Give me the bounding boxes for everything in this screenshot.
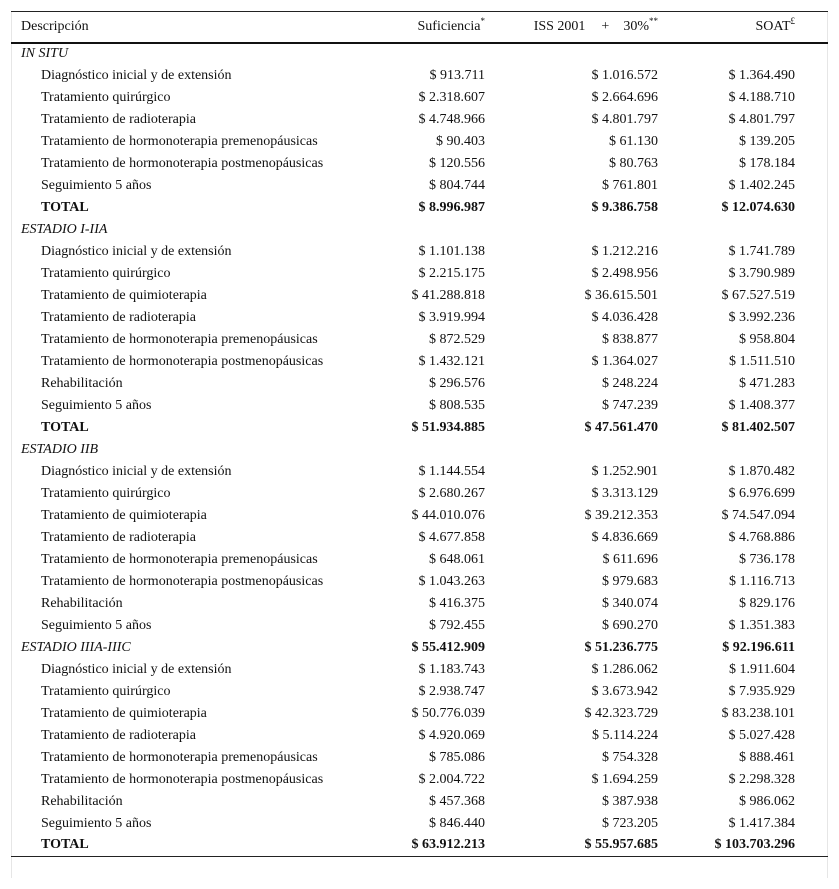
cell-suficiencia: $ 2.680.267 [418, 485, 485, 501]
cell-soat: $ 4.188.710 [728, 89, 795, 105]
table-row [11, 87, 828, 109]
cell-iss: $ 61.130 [609, 133, 658, 149]
table-row [11, 65, 828, 87]
table-row [11, 285, 828, 307]
cell-spacer [795, 87, 828, 109]
cell-soat [658, 43, 795, 65]
cell-suficiencia: $ 90.403 [436, 133, 485, 149]
cell-iss: $ 2.664.696 [591, 89, 658, 105]
cell-soat: $ 81.402.507 [721, 419, 795, 435]
row-label: Seguimiento 5 años [41, 177, 152, 193]
cell-spacer [795, 285, 828, 307]
cell-spacer [795, 307, 828, 329]
row-label: Tratamiento de radioterapia [41, 727, 196, 743]
cell-spacer [795, 373, 828, 395]
row-label: Tratamiento de hormonoterapia postmenopáusicas [41, 771, 324, 787]
cell-suficiencia: $ 120.556 [429, 155, 485, 171]
cell-suficiencia: $ 913.711 [429, 67, 485, 83]
cell-spacer [795, 43, 828, 65]
cell-soat: $ 1.911.604 [729, 661, 795, 677]
row-label: Diagnóstico inicial y de extensión [41, 67, 232, 83]
cell-suficiencia: $ 4.920.069 [418, 727, 485, 743]
cell-soat [658, 439, 795, 461]
total-row [11, 417, 828, 439]
cell-iss: $ 747.239 [602, 397, 658, 413]
cell-suficiencia: $ 1.043.263 [418, 573, 485, 589]
cell-soat: $ 139.205 [739, 133, 795, 149]
cell-soat: $ 1.364.490 [728, 67, 795, 83]
cell-soat: $ 7.935.929 [728, 683, 795, 699]
cell-soat: $ 1.402.245 [728, 177, 795, 193]
cell-soat: $ 12.074.630 [721, 199, 795, 215]
cell-iss: $ 9.386.758 [591, 199, 658, 215]
cell-iss: $ 248.224 [602, 375, 658, 391]
table-row [11, 571, 828, 593]
cell-iss: $ 979.683 [602, 573, 658, 589]
cell-iss: $ 4.801.797 [591, 111, 658, 127]
cell-spacer [795, 109, 828, 131]
cell-suficiencia: $ 2.938.747 [418, 683, 485, 699]
cell-suficiencia: $ 8.996.987 [418, 199, 485, 215]
footnote-marker: * [480, 15, 485, 26]
row-label: Seguimiento 5 años [41, 397, 152, 413]
row-label: Seguimiento 5 años [41, 617, 152, 633]
row-label: Rehabilitación [41, 793, 123, 809]
table-row [11, 461, 828, 483]
cell-spacer [795, 197, 828, 219]
cell-suficiencia: $ 2.318.607 [418, 89, 485, 105]
cell-iss: $ 3.673.942 [591, 683, 658, 699]
table-row [11, 615, 828, 637]
cell-suficiencia: $ 846.440 [429, 815, 485, 831]
row-label: Tratamiento de hormonoterapia postmenopáusicas [41, 155, 324, 171]
table-row [11, 813, 828, 835]
cost-table-container [11, 11, 828, 857]
table-row [11, 153, 828, 175]
cell-suficiencia: $ 4.677.858 [418, 529, 485, 545]
row-label: Diagnóstico inicial y de extensión [41, 661, 232, 677]
cell-iss: $ 1.286.062 [591, 661, 658, 677]
row-label: Tratamiento de hormonoterapia postmenopáusicas [41, 573, 324, 589]
row-label: Diagnóstico inicial y de extensión [41, 463, 232, 479]
row-label: Tratamiento de radioterapia [41, 111, 196, 127]
cell-iss: $ 754.328 [602, 749, 658, 765]
cell-soat: $ 958.804 [739, 331, 795, 347]
cell-iss: $ 80.763 [609, 155, 658, 171]
cost-table [11, 11, 828, 857]
cell-soat: $ 1.116.713 [729, 573, 795, 589]
section-row [11, 43, 828, 65]
table-row [11, 395, 828, 417]
cell-spacer [795, 835, 828, 857]
cell-iss: $ 1.252.901 [591, 463, 658, 479]
table-row [11, 307, 828, 329]
header-iss-pct: 30% [623, 18, 649, 34]
cell-spacer [795, 439, 828, 461]
cell-iss: $ 42.323.729 [584, 705, 658, 721]
cell-spacer [795, 241, 828, 263]
row-label: Rehabilitación [41, 375, 123, 391]
cell-spacer [795, 351, 828, 373]
cell-soat: $ 3.992.236 [728, 309, 795, 325]
cell-suficiencia: $ 55.412.909 [411, 639, 485, 655]
cell-spacer [795, 461, 828, 483]
cell-suficiencia: $ 4.748.966 [418, 111, 485, 127]
row-label: Tratamiento de quimioterapia [41, 287, 207, 303]
cell-soat: $ 103.703.296 [658, 835, 795, 857]
table-row [11, 527, 828, 549]
cell-suficiencia: $ 63.912.213 [355, 835, 485, 857]
cell-iss: $ 1.694.259 [591, 771, 658, 787]
cell-spacer [795, 615, 828, 637]
row-label: Tratamiento de radioterapia [41, 529, 196, 545]
cell-suficiencia: $ 792.455 [429, 617, 485, 633]
row-label: Seguimiento 5 años [41, 815, 152, 831]
table-row [11, 791, 828, 813]
cell-spacer [795, 659, 828, 681]
cell-spacer [795, 637, 828, 659]
cell-suficiencia: $ 648.061 [429, 551, 485, 567]
cell-spacer [795, 219, 828, 241]
cell-suficiencia [355, 439, 485, 461]
row-label: Tratamiento de hormonoterapia premenopáusicas [41, 551, 318, 567]
cell-iss: $ 611.696 [602, 551, 658, 567]
cell-suficiencia: $ 1.432.121 [418, 353, 485, 369]
table-row [11, 505, 828, 527]
cell-iss: $ 387.938 [602, 793, 658, 809]
row-label: Tratamiento quirúrgico [41, 265, 171, 281]
cell-suficiencia: $ 804.744 [429, 177, 485, 193]
header-iss-label: ISS 2001 [533, 18, 586, 34]
table-body [11, 43, 828, 857]
cell-spacer [795, 175, 828, 197]
cell-soat [658, 219, 795, 241]
cell-spacer [795, 483, 828, 505]
table-row [11, 747, 828, 769]
table-row [11, 681, 828, 703]
header-plus: + [601, 18, 610, 34]
table-row [11, 109, 828, 131]
cell-suficiencia [355, 219, 485, 241]
cell-suficiencia: $ 785.086 [429, 749, 485, 765]
table-row [11, 703, 828, 725]
section-row [11, 637, 828, 659]
table-row [11, 329, 828, 351]
header-description-label: Descripción [21, 18, 89, 34]
cell-suficiencia: $ 3.919.994 [418, 309, 485, 325]
cell-spacer [795, 813, 828, 835]
cell-spacer [795, 65, 828, 87]
table-row [11, 131, 828, 153]
header-suficiencia-label: Suficiencia [417, 18, 481, 34]
cell-soat: $ 1.408.377 [728, 397, 795, 413]
section-row [11, 439, 828, 461]
header-iss [485, 12, 658, 43]
row-label: Tratamiento quirúrgico [41, 89, 171, 105]
header-soat-label: SOAT [755, 18, 791, 34]
cell-spacer [795, 417, 828, 439]
table-header-row [11, 12, 828, 43]
header-description [11, 12, 355, 43]
cell-soat: $ 986.062 [739, 793, 795, 809]
cell-iss [485, 219, 658, 241]
table-row [11, 175, 828, 197]
cell-soat: $ 1.870.482 [728, 463, 795, 479]
cell-suficiencia: $ 41.288.818 [411, 287, 485, 303]
cell-soat: $ 4.801.797 [728, 111, 795, 127]
cell-iss: $ 3.313.129 [591, 485, 658, 501]
cell-soat: $ 6.976.699 [728, 485, 795, 501]
row-label: Tratamiento de radioterapia [41, 309, 196, 325]
cell-soat: $ 83.238.101 [721, 705, 795, 721]
row-label: ESTADIO IIIA-IIIC [21, 639, 131, 655]
row-label: ESTADIO I-IIA [21, 221, 108, 237]
cell-spacer [795, 681, 828, 703]
cell-spacer [795, 747, 828, 769]
cell-iss: $ 36.615.501 [584, 287, 658, 303]
cell-iss [485, 43, 658, 65]
cell-suficiencia: $ 296.576 [429, 375, 485, 391]
cell-suficiencia: $ 2.215.175 [418, 265, 485, 281]
cell-soat: $ 1.351.383 [728, 617, 795, 633]
cell-iss [485, 439, 658, 461]
cell-suficiencia: $ 457.368 [429, 793, 485, 809]
cell-soat: $ 888.461 [739, 749, 795, 765]
cell-soat: $ 4.768.886 [728, 529, 795, 545]
cell-spacer [795, 725, 828, 747]
row-label: Tratamiento de hormonoterapia premenopáusicas [41, 331, 318, 347]
cell-soat: $ 5.027.428 [728, 727, 795, 743]
cell-iss: $ 39.212.353 [584, 507, 658, 523]
row-label: Tratamiento de quimioterapia [41, 507, 207, 523]
cell-spacer [795, 263, 828, 285]
row-label: Tratamiento de hormonoterapia premenopáusicas [41, 749, 318, 765]
total-row [11, 197, 828, 219]
cell-spacer [795, 153, 828, 175]
cell-iss: $ 690.270 [602, 617, 658, 633]
row-label: IN SITU [21, 46, 69, 61]
table-row [11, 483, 828, 505]
table-row [11, 351, 828, 373]
cell-spacer [795, 505, 828, 527]
cell-suficiencia: $ 2.004.722 [418, 771, 485, 787]
row-label: TOTAL [41, 419, 89, 435]
header-suficiencia [355, 12, 485, 43]
cell-suficiencia: $ 1.144.554 [418, 463, 485, 479]
cell-soat: $ 471.283 [739, 375, 795, 391]
cell-spacer [795, 527, 828, 549]
cell-iss: $ 340.074 [602, 595, 658, 611]
cell-suficiencia: $ 808.535 [429, 397, 485, 413]
row-label: TOTAL [41, 199, 89, 215]
row-label: Tratamiento quirúrgico [41, 683, 171, 699]
cell-soat: $ 67.527.519 [721, 287, 795, 303]
cell-iss: $ 4.836.669 [591, 529, 658, 545]
cell-iss: $ 4.036.428 [591, 309, 658, 325]
cell-iss: $ 55.957.685 [485, 835, 658, 857]
cell-spacer [795, 395, 828, 417]
cell-soat: $ 74.547.094 [721, 507, 795, 523]
cell-soat: $ 1.511.510 [729, 353, 795, 369]
row-label: Tratamiento de quimioterapia [41, 705, 207, 721]
row-label: TOTAL [11, 835, 355, 857]
row-label: Tratamiento de hormonoterapia premenopáusicas [41, 133, 318, 149]
cell-suficiencia [355, 43, 485, 65]
cell-iss: $ 2.498.956 [591, 265, 658, 281]
cell-suficiencia: $ 416.375 [429, 595, 485, 611]
cell-suficiencia: $ 872.529 [429, 331, 485, 347]
table-row [11, 549, 828, 571]
cell-spacer [795, 791, 828, 813]
cell-suficiencia: $ 51.934.885 [411, 419, 485, 435]
table-row [11, 769, 828, 791]
cell-soat: $ 2.298.328 [728, 771, 795, 787]
table-row [11, 263, 828, 285]
cell-spacer [795, 703, 828, 725]
header-soat [658, 12, 795, 43]
cell-iss: $ 761.801 [602, 177, 658, 193]
row-label: ESTADIO IIB [21, 441, 99, 457]
footnote-marker: ** [649, 15, 658, 26]
cell-spacer [795, 329, 828, 351]
cell-iss: $ 1.016.572 [591, 67, 658, 83]
cell-suficiencia: $ 44.010.076 [411, 507, 485, 523]
cell-iss: $ 5.114.224 [592, 727, 658, 743]
row-label: Tratamiento quirúrgico [41, 485, 171, 501]
cell-soat: $ 829.176 [739, 595, 795, 611]
row-label: Rehabilitación [41, 595, 123, 611]
cell-spacer [795, 131, 828, 153]
cell-spacer [795, 571, 828, 593]
cell-spacer [795, 593, 828, 615]
cell-soat: $ 736.178 [739, 551, 795, 567]
section-row [11, 219, 828, 241]
cell-iss: $ 723.205 [602, 815, 658, 831]
total-row [11, 835, 828, 857]
cell-suficiencia: $ 1.101.138 [418, 243, 485, 259]
cell-soat: $ 1.417.384 [728, 815, 795, 831]
cell-suficiencia: $ 1.183.743 [418, 661, 485, 677]
table-row [11, 373, 828, 395]
table-row [11, 593, 828, 615]
cell-iss: $ 51.236.775 [584, 639, 658, 655]
cell-spacer [795, 549, 828, 571]
cell-spacer [795, 769, 828, 791]
cell-soat: $ 3.790.989 [728, 265, 795, 281]
cell-soat: $ 92.196.611 [722, 639, 795, 655]
header-spacer [795, 12, 828, 43]
cell-iss: $ 47.561.470 [584, 419, 658, 435]
table-row [11, 659, 828, 681]
cell-soat: $ 1.741.789 [728, 243, 795, 259]
cell-iss: $ 838.877 [602, 331, 658, 347]
cell-soat: $ 178.184 [739, 155, 795, 171]
footnote-marker: £ [790, 15, 795, 26]
cell-iss: $ 1.364.027 [591, 353, 658, 369]
table-row [11, 241, 828, 263]
row-label: Tratamiento de hormonoterapia postmenopáusicas [41, 353, 324, 369]
table-row [11, 725, 828, 747]
cell-iss: $ 1.212.216 [591, 243, 658, 259]
row-label: Diagnóstico inicial y de extensión [41, 243, 232, 259]
cell-suficiencia: $ 50.776.039 [411, 705, 485, 721]
